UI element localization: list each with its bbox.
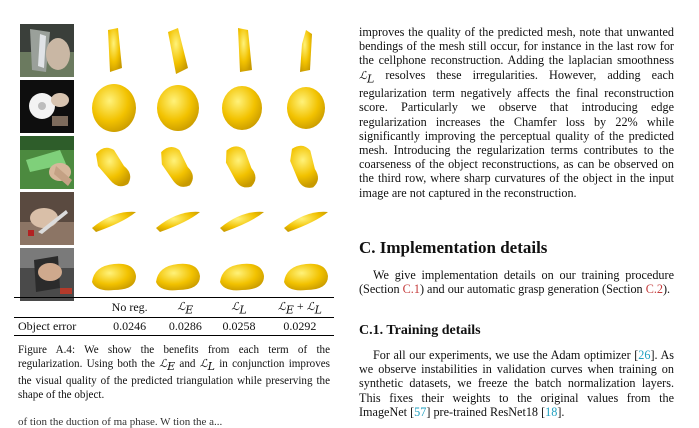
header-combo-ll: ℒ xyxy=(306,300,315,313)
p3-text-c: ] pre-trained ResNet18 [ xyxy=(426,404,546,419)
header-combo-le: ℒ xyxy=(277,300,286,313)
p3-text-a: For all our experiments, we use the Adam optimizer [ xyxy=(373,348,639,362)
disc-photo-icon xyxy=(20,80,74,133)
caption-le-sub: E xyxy=(167,360,176,374)
caption-and: and xyxy=(175,358,200,370)
citation-26-link[interactable]: 26 xyxy=(638,348,651,362)
ref-section-c2-link[interactable]: C.2 xyxy=(645,282,663,297)
mouse-photo-icon xyxy=(20,248,74,301)
paragraph-implementation xyxy=(359,268,674,296)
mesh-mouse-ll xyxy=(212,248,272,304)
header-combo-plus: + xyxy=(296,299,304,313)
caption-text-b: in conjunction improves the visual quality of the predicted triangulation while preserving the shape of the object. xyxy=(18,358,330,402)
p1-ll-sub: L xyxy=(366,72,375,86)
value-no-reg: 0.0246 xyxy=(101,318,159,336)
value-le: 0.0286 xyxy=(158,318,212,336)
p1-ll: ℒ xyxy=(359,68,367,82)
header-le-plus-ll xyxy=(266,298,334,318)
mesh-disc-le xyxy=(148,80,208,136)
mesh-mouse-no-reg xyxy=(84,248,144,304)
header-ll-symbol: ℒ xyxy=(231,300,240,313)
value-le-ll: 0.0292 xyxy=(266,318,334,336)
mesh-bottle-le xyxy=(148,136,208,192)
p3-text-d: ]. xyxy=(557,404,565,419)
table-header-row xyxy=(14,298,334,318)
subsection-title: C.1. Training details xyxy=(359,323,481,338)
mesh-cellphone-le xyxy=(148,24,208,80)
mesh-bottle-no-reg xyxy=(84,136,144,192)
citation-18-link[interactable]: 18 xyxy=(545,404,558,419)
paragraph-regularization xyxy=(359,25,674,200)
header-combo-ll-sub: L xyxy=(314,303,322,317)
ref-section-c1-link[interactable]: C.1 xyxy=(402,282,420,297)
mesh-knife-le-ll xyxy=(276,192,336,248)
header-spacer xyxy=(14,298,101,318)
mesh-bottle-ll xyxy=(212,136,272,192)
header-combo-le-sub: E xyxy=(285,303,294,317)
mesh-disc-ll xyxy=(212,80,272,136)
header-ll xyxy=(212,298,266,318)
header-le-sub: E xyxy=(185,303,194,317)
caption-le: ℒ xyxy=(159,357,168,370)
caption-ll: ℒ xyxy=(199,357,208,370)
mesh-knife-no-reg xyxy=(84,192,144,248)
regularization-table xyxy=(14,297,334,336)
value-ll: 0.0258 xyxy=(212,318,266,336)
mesh-cellphone-no-reg xyxy=(84,24,144,80)
citation-57-link[interactable]: 57 xyxy=(414,404,427,419)
p3-text-b: ]. As we observe instabilities in validation curves when training on synthetic datasets, we freeze the batch normalization layers. This fixes their weights to the original values from the ImageNet [ xyxy=(359,348,674,419)
table-row xyxy=(14,318,334,336)
mesh-cellphone-le-ll xyxy=(276,24,336,80)
header-le-symbol: ℒ xyxy=(177,300,186,313)
caption-ll-sub: L xyxy=(207,360,215,374)
mesh-disc-no-reg xyxy=(84,80,144,136)
p2-text-a: We give implementation details on our training procedure (Section xyxy=(359,268,674,297)
p1-text-a: improves the quality of the predicted mesh, note that unwanted bendings of the mesh still occur, for instance in the last row for the cellphone reconstruction. Adding the laplacian smoothness xyxy=(359,25,674,68)
bottle-photo-icon xyxy=(20,136,74,189)
header-no-reg: No reg. xyxy=(101,298,159,318)
figure-a4 xyxy=(20,24,330,294)
header-ll-sub: L xyxy=(239,303,247,317)
cellphone-photo-icon xyxy=(20,24,74,77)
mesh-knife-ll xyxy=(212,192,272,248)
p1-text-b: resolves these irregularities. However, adding each regularization term negatively affects the final reconstruction score. Particularly we observe that introducing edge regularization increases the Chamfer loss by 22% while significantly improving the perceptual quality of the predicted mesh. Introducing the regularization terms contributes to the coarseness of the object reconstructions, as can be observed on the third row, where sharp curvatures of the object in the input image are not captured in the reconstruction. xyxy=(359,67,674,200)
paragraph-training xyxy=(359,348,674,419)
p2-text-b: ) and our automatic grasp generation (Section xyxy=(419,282,646,297)
p2-text-c: ). xyxy=(662,282,671,297)
clipped-text-line: of tion the duction of ma phase. W tion the a... xyxy=(18,416,223,428)
figure-caption xyxy=(18,343,330,402)
row-label: Object error xyxy=(14,318,101,336)
knife-photo-icon xyxy=(20,192,74,245)
mesh-cellphone-ll xyxy=(212,24,272,80)
mesh-mouse-le-ll xyxy=(276,248,336,304)
mesh-bottle-le-ll xyxy=(276,136,336,192)
section-title: C. Implementation details xyxy=(359,238,548,257)
caption-text-a: Figure A.4: We show the benefits from each term of the regularization. Using both the xyxy=(18,344,330,370)
mesh-knife-le xyxy=(148,192,208,248)
header-le xyxy=(158,298,212,318)
mesh-mouse-le xyxy=(148,248,208,304)
mesh-disc-le-ll xyxy=(276,80,336,136)
